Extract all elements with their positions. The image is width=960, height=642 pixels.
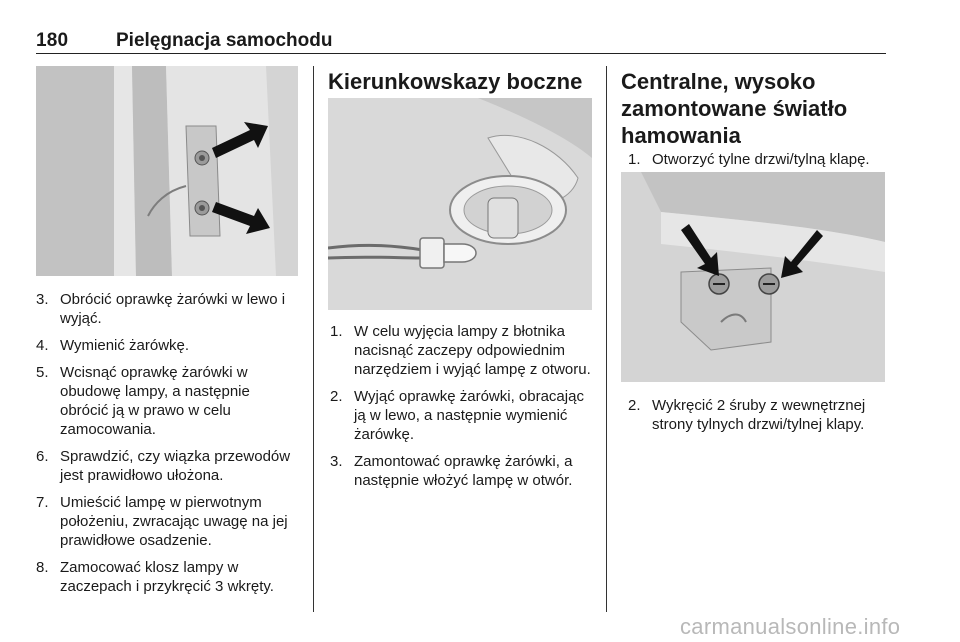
brake-light-figure (621, 172, 885, 382)
list-item: 2. Wykręcić 2 śruby z wewnętrznej strony tylnych drzwi/tylnej klapy. (628, 397, 866, 433)
right-step-2 (628, 396, 890, 442)
chapter-title: Pielęgnacja samochodu (116, 30, 333, 51)
list-item: 3. Obrócić oprawkę żarówki w lewo i wyjąć. (36, 291, 286, 327)
list-item: 4. Wymienić żarówkę. (36, 337, 190, 354)
page-header (36, 30, 886, 52)
list-item: 5. Wcisnąć oprawkę żarówki w obudowę lampy, a następnie obrócić ją w prawo w celu zamocowania. (36, 364, 250, 438)
column-divider-right (606, 66, 607, 612)
list-item: 6. Sprawdzić, czy wiązka przewodów jest prawidłowo ułożona. (36, 448, 291, 484)
list-item: 1. Otworzyć tylne drzwi/tylną klapę. (628, 151, 870, 168)
page-number: 180 (36, 30, 69, 51)
middle-steps-list (330, 322, 596, 498)
header-rule (36, 53, 886, 54)
rear-lamp-illustration (36, 66, 298, 276)
rear-lamp-figure (36, 66, 298, 276)
brake-light-illustration (621, 172, 885, 382)
section-heading-side-indicators: Kierunkowskazy boczne (328, 69, 583, 94)
list-item: 8. Zamocować klosz lampy w zaczepach i przykręcić 3 wkręty. (36, 559, 274, 595)
list-item: 3. Zamontować oprawkę żarówki, a następnie włożyć lampę w otwór. (330, 453, 573, 489)
watermark: carmanualsonline.info (680, 614, 901, 639)
side-indicator-illustration (328, 98, 592, 310)
column-divider-left (313, 66, 314, 612)
list-item: 2. Wyjąć oprawkę żarówki, obracając ją w lewo, a następnie wymienić żarówkę. (330, 388, 584, 443)
section-heading-brake-light: Centralne, wysoko zamontowane światło hamowania (621, 69, 848, 148)
list-item: 7. Umieścić lampę w pierwotnym położeniu, zwracając uwagę na jej prawidłowe osadzenie. (36, 494, 288, 549)
list-item: 1. W celu wyjęcia lampy z błotnika nacisnąć zaczepy odpowiednim narzędziem i wyjąć lampę z otworu. (330, 323, 591, 378)
side-indicator-figure (328, 98, 592, 310)
left-steps-list (36, 290, 302, 604)
